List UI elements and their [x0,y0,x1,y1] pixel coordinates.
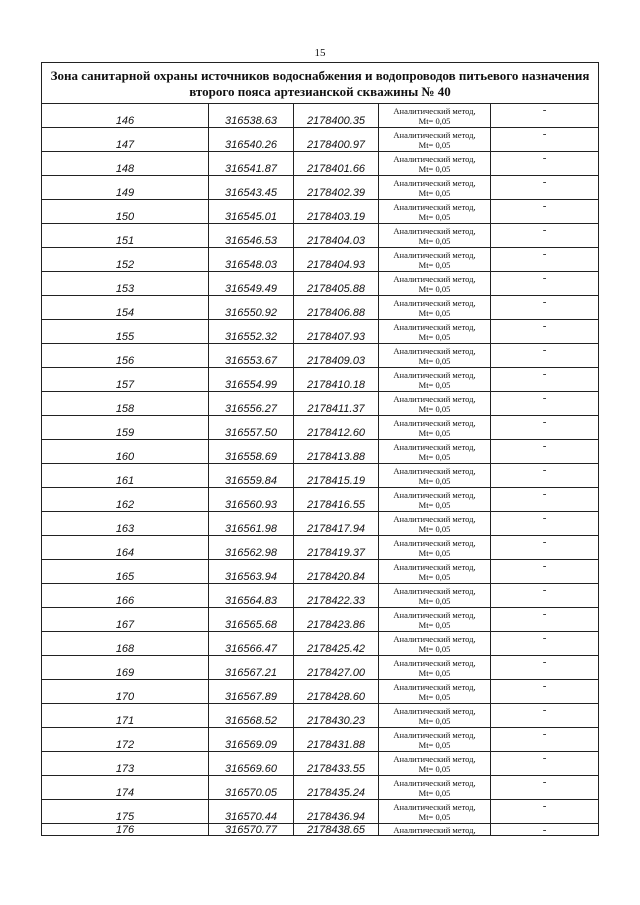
y-coordinate-cell: 2178430.23 [294,704,379,728]
note-cell: - [491,656,599,680]
y-coordinate-cell: 2178416.55 [294,488,379,512]
table-row [42,728,599,752]
method-text: Аналитический метод, [393,585,476,596]
point-number-cell: 175 [42,800,209,824]
x-coordinate-cell: 316545.01 [209,200,294,224]
point-number-cell: 153 [42,272,209,296]
x-coordinate-cell: 316559.84 [209,464,294,488]
note-cell: - [491,416,599,440]
table-row [42,200,599,224]
accuracy-text: Mt= 0,05 [418,259,451,270]
note-cell: - [491,128,599,152]
method-text: Аналитический метод, [393,633,476,644]
note-cell: - [491,368,599,392]
table-row [42,656,599,680]
note-cell: - [491,488,599,512]
x-coordinate-cell: 316553.67 [209,344,294,368]
note-cell: - [491,272,599,296]
x-coordinate-cell: 316538.63 [209,104,294,128]
method-text: Аналитический метод, [393,777,476,788]
point-number-cell: 162 [42,488,209,512]
accuracy-text: Mt= 0,05 [418,787,451,798]
method-text: Аналитический метод, [393,681,476,692]
point-number-cell: 159 [42,416,209,440]
method-text: Аналитический метод, [393,297,476,308]
accuracy-text: Mt= 0,05 [418,499,451,510]
x-coordinate-cell: 316570.77 [209,824,294,836]
note-cell: - [491,152,599,176]
method-cell [379,344,491,368]
accuracy-text: Mt= 0,05 [418,523,451,534]
y-coordinate-cell: 2178405.88 [294,272,379,296]
y-coordinate-cell: 2178419.37 [294,536,379,560]
y-coordinate-cell: 2178401.66 [294,152,379,176]
accuracy-text: Mt= 0,05 [418,355,451,366]
method-cell [379,272,491,296]
table-row [42,584,599,608]
y-coordinate-cell: 2178404.03 [294,224,379,248]
note-cell: - [491,608,599,632]
note-cell: - [491,224,599,248]
note-cell: - [491,248,599,272]
method-cell [379,296,491,320]
note-cell: - [491,752,599,776]
method-cell [379,656,491,680]
accuracy-text: Mt= 0,05 [418,595,451,606]
table-row [42,608,599,632]
method-cell [379,680,491,704]
method-text: Аналитический метод, [393,561,476,572]
table-row [42,824,599,836]
y-coordinate-cell: 2178428.60 [294,680,379,704]
accuracy-text: Mt= 0,05 [418,379,451,390]
table-row [42,416,599,440]
method-text: Аналитический метод, [393,729,476,740]
accuracy-text: Mt= 0,05 [418,667,451,678]
accuracy-text: Mt= 0,05 [418,163,451,174]
method-text: Аналитический метод, [393,177,476,188]
x-coordinate-cell: 316548.03 [209,248,294,272]
y-coordinate-cell: 2178404.93 [294,248,379,272]
accuracy-text: Mt= 0,05 [418,187,451,198]
table-row [42,560,599,584]
y-coordinate-cell: 2178400.35 [294,104,379,128]
y-coordinate-cell: 2178425.42 [294,632,379,656]
method-text: Аналитический метод, [393,657,476,668]
note-cell: - [491,440,599,464]
method-cell [379,224,491,248]
table-row [42,392,599,416]
method-cell [379,728,491,752]
table-row [42,800,599,824]
point-number-cell: 176 [42,824,209,836]
y-coordinate-cell: 2178438.65 [294,824,379,836]
method-cell [379,248,491,272]
y-coordinate-cell: 2178417.94 [294,512,379,536]
y-coordinate-cell: 2178422.33 [294,584,379,608]
point-number-cell: 147 [42,128,209,152]
note-cell: - [491,464,599,488]
method-text: Аналитический метод, [393,417,476,428]
point-number-cell: 164 [42,536,209,560]
method-cell [379,608,491,632]
method-cell [379,632,491,656]
method-cell [379,536,491,560]
y-coordinate-cell: 2178406.88 [294,296,379,320]
note-cell: - [491,728,599,752]
method-text: Аналитический метод, [393,441,476,452]
point-number-cell: 172 [42,728,209,752]
method-text: Аналитический метод, [393,753,476,764]
x-coordinate-cell: 316570.44 [209,800,294,824]
method-cell [379,176,491,200]
method-text: Аналитический метод, [393,153,476,164]
table-row [42,296,599,320]
method-cell [379,128,491,152]
point-number-cell: 168 [42,632,209,656]
note-cell: - [491,104,599,128]
point-number-cell: 152 [42,248,209,272]
note-cell: - [491,296,599,320]
x-coordinate-cell: 316566.47 [209,632,294,656]
point-number-cell: 167 [42,608,209,632]
table-row [42,344,599,368]
x-coordinate-cell: 316557.50 [209,416,294,440]
method-cell [379,704,491,728]
x-coordinate-cell: 316565.68 [209,608,294,632]
y-coordinate-cell: 2178423.86 [294,608,379,632]
method-cell [379,392,491,416]
point-number-cell: 161 [42,464,209,488]
point-number-cell: 165 [42,560,209,584]
point-number-cell: 170 [42,680,209,704]
x-coordinate-cell: 316540.26 [209,128,294,152]
accuracy-text: Mt= 0,05 [418,571,451,582]
table-row [42,536,599,560]
note-cell: - [491,320,599,344]
method-text: Аналитический метод, [393,465,476,476]
point-number-cell: 154 [42,296,209,320]
y-coordinate-cell: 2178402.39 [294,176,379,200]
x-coordinate-cell: 316569.60 [209,752,294,776]
method-text: Аналитический метод, [393,801,476,812]
x-coordinate-cell: 316549.49 [209,272,294,296]
y-coordinate-cell: 2178400.97 [294,128,379,152]
note-cell: - [491,824,599,836]
table-row [42,152,599,176]
point-number-cell: 157 [42,368,209,392]
accuracy-text: Mt= 0,05 [418,763,451,774]
x-coordinate-cell: 316564.83 [209,584,294,608]
note-cell: - [491,584,599,608]
note-cell: - [491,800,599,824]
y-coordinate-cell: 2178410.18 [294,368,379,392]
x-coordinate-cell: 316543.45 [209,176,294,200]
table-row [42,248,599,272]
y-coordinate-cell: 2178415.19 [294,464,379,488]
accuracy-text: Mt= 0,05 [418,115,451,126]
table-row [42,512,599,536]
accuracy-text: Mt= 0,05 [418,211,451,222]
accuracy-text: Mt= 0,05 [418,403,451,414]
method-text: Аналитический метод, [393,201,476,212]
x-coordinate-cell: 316541.87 [209,152,294,176]
method-cell [379,560,491,584]
point-number-cell: 158 [42,392,209,416]
table-body [42,63,599,836]
table-row [42,176,599,200]
point-number-cell: 150 [42,200,209,224]
method-text: Аналитический метод, [393,249,476,260]
x-coordinate-cell: 316569.09 [209,728,294,752]
x-coordinate-cell: 316562.98 [209,536,294,560]
accuracy-text: Mt= 0,05 [418,139,451,150]
y-coordinate-cell: 2178413.88 [294,440,379,464]
note-cell: - [491,632,599,656]
x-coordinate-cell: 316561.98 [209,512,294,536]
note-cell: - [491,512,599,536]
table-row [42,680,599,704]
table-row [42,104,599,128]
table-row [42,464,599,488]
note-cell: - [491,392,599,416]
note-cell: - [491,200,599,224]
note-cell: - [491,536,599,560]
y-coordinate-cell: 2178411.37 [294,392,379,416]
table-row [42,776,599,800]
accuracy-text: Mt= 0,05 [418,427,451,438]
x-coordinate-cell: 316554.99 [209,368,294,392]
x-coordinate-cell: 316570.05 [209,776,294,800]
method-text: Аналитический метод, [393,129,476,140]
method-text: Аналитический метод, [393,609,476,620]
method-cell [379,320,491,344]
y-coordinate-cell: 2178433.55 [294,752,379,776]
accuracy-text: Mt= 0,05 [418,691,451,702]
y-coordinate-cell: 2178407.93 [294,320,379,344]
method-text: Аналитический метод, [393,513,476,524]
table-row [42,224,599,248]
point-number-cell: 171 [42,704,209,728]
method-cell [379,440,491,464]
page-number: 15 [314,47,326,59]
table-row [42,488,599,512]
y-coordinate-cell: 2178409.03 [294,344,379,368]
method-cell [379,152,491,176]
method-cell [379,776,491,800]
note-cell: - [491,176,599,200]
y-coordinate-cell: 2178427.00 [294,656,379,680]
x-coordinate-cell: 316563.94 [209,560,294,584]
accuracy-text: Mt= 0,05 [418,307,451,318]
coordinates-table [41,62,599,836]
x-coordinate-cell: 316556.27 [209,392,294,416]
method-text: Аналитический метод, [393,537,476,548]
accuracy-text: Mt= 0,05 [418,619,451,630]
method-text: Аналитический метод, [393,105,476,116]
y-coordinate-cell: 2178420.84 [294,560,379,584]
table-row [42,704,599,728]
note-cell: - [491,776,599,800]
method-text: Аналитический метод, [393,321,476,332]
note-cell: - [491,344,599,368]
x-coordinate-cell: 316550.92 [209,296,294,320]
accuracy-text: Mt= 0,05 [418,811,451,822]
point-number-cell: 166 [42,584,209,608]
method-cell [379,800,491,824]
method-cell: Аналитический метод, [379,824,491,836]
table-row [42,320,599,344]
point-number-cell: 169 [42,656,209,680]
accuracy-text: Mt= 0,05 [418,283,451,294]
method-cell [379,488,491,512]
point-number-cell: 163 [42,512,209,536]
point-number-cell: 151 [42,224,209,248]
method-text: Аналитический метод, [393,393,476,404]
point-number-cell: 173 [42,752,209,776]
method-cell [379,368,491,392]
note-cell: - [491,680,599,704]
method-cell [379,512,491,536]
title-row [42,63,599,104]
accuracy-text: Mt= 0,05 [418,331,451,342]
x-coordinate-cell: 316567.21 [209,656,294,680]
accuracy-text: Mt= 0,05 [418,643,451,654]
accuracy-text: Mt= 0,05 [418,235,451,246]
table-row [42,440,599,464]
method-cell [379,584,491,608]
x-coordinate-cell: 316567.89 [209,680,294,704]
note-cell: - [491,704,599,728]
method-text: Аналитический метод, [393,489,476,500]
point-number-cell: 156 [42,344,209,368]
table-row [42,368,599,392]
table-row [42,272,599,296]
point-number-cell: 160 [42,440,209,464]
note-cell: - [491,560,599,584]
y-coordinate-cell: 2178431.88 [294,728,379,752]
method-text: Аналитический метод, [393,225,476,236]
x-coordinate-cell: 316558.69 [209,440,294,464]
method-cell [379,200,491,224]
point-number-cell: 155 [42,320,209,344]
method-text: Аналитический метод, [393,273,476,284]
x-coordinate-cell: 316552.32 [209,320,294,344]
method-text: Аналитический метод, [393,369,476,380]
y-coordinate-cell: 2178403.19 [294,200,379,224]
accuracy-text: Mt= 0,05 [418,547,451,558]
method-cell [379,752,491,776]
point-number-cell: 174 [42,776,209,800]
table-row [42,632,599,656]
accuracy-text: Mt= 0,05 [418,715,451,726]
table-row [42,752,599,776]
point-number-cell: 148 [42,152,209,176]
accuracy-text: Mt= 0,05 [418,739,451,750]
method-cell [379,464,491,488]
point-number-cell: 149 [42,176,209,200]
y-coordinate-cell: 2178435.24 [294,776,379,800]
method-text: Аналитический метод, [393,345,476,356]
method-cell [379,416,491,440]
x-coordinate-cell: 316568.52 [209,704,294,728]
method-cell [379,104,491,128]
point-number-cell: 146 [42,104,209,128]
accuracy-text: Mt= 0,05 [418,451,451,462]
accuracy-text: Mt= 0,05 [418,475,451,486]
method-text: Аналитический метод, [393,705,476,716]
x-coordinate-cell: 316546.53 [209,224,294,248]
table-row [42,128,599,152]
table-title: Зона санитарной охраны источников водоснабжения и водопроводов питьевого назначения второго пояса артезианской скважины № 40 [42,63,599,104]
x-coordinate-cell: 316560.93 [209,488,294,512]
y-coordinate-cell: 2178436.94 [294,800,379,824]
y-coordinate-cell: 2178412.60 [294,416,379,440]
